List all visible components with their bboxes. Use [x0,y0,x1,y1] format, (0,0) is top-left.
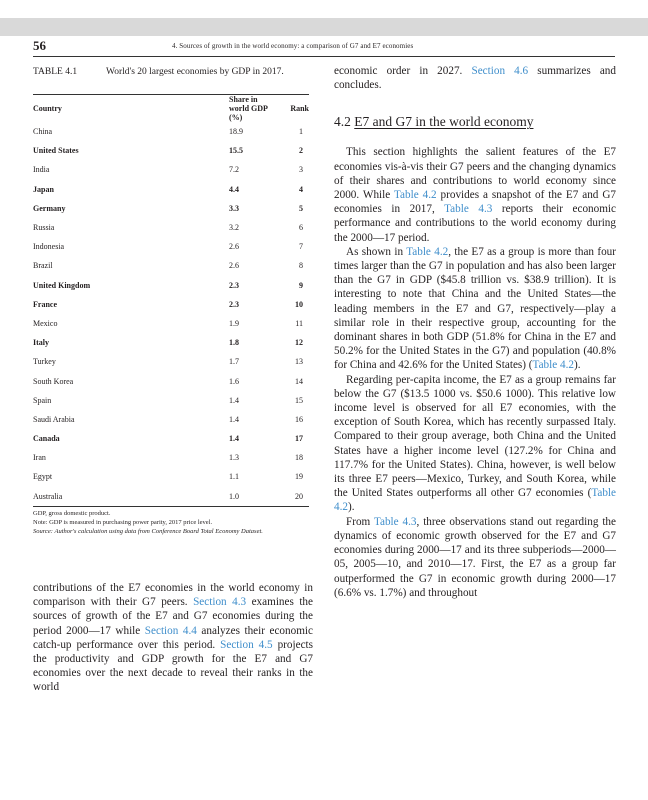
cross-reference-link[interactable]: Section 4.5 [220,638,273,651]
text-run: examines the sources of growth of the E7 and G7 economies during the period 2000—17 while [33,596,313,637]
cell-rank: 13 [295,357,303,367]
cell-rank: 18 [295,453,303,463]
cell-rank: 19 [295,472,303,482]
table-row [33,371,309,390]
table-note: Note: GDP is measured in purchasing power parity, 2017 price level. [33,519,213,526]
cross-reference-link[interactable]: Table 4.3 [444,203,493,216]
paragraph [33,581,313,695]
cell-rank: 16 [295,414,303,424]
cell-country: Turkey [33,357,56,367]
text-run: contributions of the E7 economies in the world economy in comparison with their G7 peers. [33,582,313,609]
cell-rank: 3 [299,165,303,175]
table-row [33,256,309,275]
cell-share: 3.2 [229,223,240,233]
table-bottom-rule [33,506,309,507]
table-row [33,467,309,486]
cross-reference-link[interactable]: Table 4.3 [373,515,417,528]
table-row [33,352,309,371]
cell-share: 1.4 [229,395,240,405]
cell-share: 1.8 [229,338,240,348]
section-number: 4.2 [334,114,351,130]
cell-country: United Kingdom [33,280,91,290]
text-run: Regarding per-capita income, the E7 as a group remains far below the G7 ($13.5 1000 vs. $50.6 1000). This relative low income level is observed for all E7 economies, with the exception of South Korea, which has recently surpassed Italy. Compared to their group average, both China and the United States have a higher income level (127.2% for China and 117.7% for the United States). China, however, is well below its three E7 peers—Mexico, Turkey, and South Korea, while the United States outperforms all other G7 economies ( [334,373,616,500]
section-title: E7 and G7 in the world economy [354,114,534,130]
cell-rank: 12 [295,338,303,348]
cell-country: Russia [33,223,55,233]
cross-reference-link[interactable]: Section 4.6 [471,65,529,77]
running-head: 4. Sources of growth in the world economy: a comparison of G7 and E7 economies [172,42,414,50]
top-band [0,18,648,36]
table-row [33,487,309,506]
cell-share: 1.4 [229,434,240,444]
text-run: As shown in [346,245,407,258]
gdp-table-grid [33,95,309,506]
cell-country: Japan [33,184,54,194]
text-run: economic order in 2027. [334,65,472,77]
cell-country: Italy [33,338,49,348]
cell-country: Canada [33,434,60,444]
cell-country: Mexico [33,318,58,328]
cell-rank: 9 [299,280,303,290]
text-run: This section highlights the salient features of the E7 economies vis-à-vis their G7 peers and the changing dynamics of their shares and contributions to world economy since 2000. While [334,146,616,202]
col-header-country: Country [33,104,62,113]
cell-country: Brazil [33,261,53,271]
text-run: ). [574,359,581,372]
cell-share: 1.0 [229,491,240,501]
table-row [33,429,309,448]
text-run: provides a snapshot of the E7 and G7 economies in 2017, [334,189,616,216]
cell-country: United States [33,146,79,156]
text-run: , three observations stand out regarding the dynamics of economic growth observed for the E7 and G7 economies during 2000—17 and its three subperiods—2000—05, 2005—10, and 2010—17. First, the E7 as a group far outperformed the G7 in economic growth during 2000—17 (6.6% vs. 1.7%) and throughout [334,515,616,599]
paragraph [334,515,616,600]
table-row [33,295,309,314]
cell-rank: 14 [295,376,303,386]
cell-share: 1.9 [229,318,240,328]
table-notes [33,509,323,536]
gdp-table [33,94,309,507]
table-row [33,199,309,218]
table-row [33,410,309,429]
paragraph [334,373,616,515]
text-run: From [346,515,374,528]
table-row [33,333,309,352]
cell-rank: 4 [299,184,303,194]
cell-share: 1.6 [229,376,240,386]
cell-country: Saudi Arabia [33,414,75,424]
table-row [33,448,309,467]
cell-share: 15.5 [229,146,244,156]
table-row [33,276,309,295]
cell-country: Egypt [33,472,53,482]
cell-share: 1.4 [229,414,240,424]
table-row [33,391,309,410]
cell-country: France [33,299,57,309]
cell-rank: 7 [299,242,303,252]
table-row [33,314,309,333]
table-note-source: Source: Author's calculation using data from Conference Board Total Economy Dataset. [33,528,263,535]
header-rule [33,56,615,57]
paragraph [334,245,616,373]
cell-country: Germany [33,203,66,213]
cell-share: 18.9 [229,127,244,137]
cell-rank: 11 [295,318,303,328]
table-label: TABLE 4.1 [33,67,78,77]
cell-rank: 1 [299,127,303,137]
cell-share: 2.6 [229,242,240,252]
cell-rank: 8 [299,261,303,271]
text-run: ). [347,501,355,514]
cross-reference-link[interactable]: Table 4.2 [532,359,574,372]
cell-country: Spain [33,395,52,405]
cell-country: China [33,127,53,137]
cell-share: 2.3 [229,280,240,290]
table-row [33,122,309,141]
table-row [33,160,309,179]
page-number: 56 [33,38,46,53]
cell-rank: 2 [299,146,303,156]
cell-country: South Korea [33,376,74,386]
cross-reference-link[interactable]: Table 4.2 [393,189,437,202]
table-row [33,218,309,237]
table-note: GDP, gross domestic product. [33,510,111,517]
cell-rank: 6 [299,223,303,233]
text-run: projects the productivity and GDP growth for the E7 and G7 economies over the next decade to reveal their ranks in the world [33,638,313,694]
text-run: reports their economic performance and contributions to the world economy during the 2000—17 period. [334,203,617,244]
cell-rank: 15 [295,395,303,405]
cell-share: 2.3 [229,299,240,309]
text-run: , the E7 as a group is more than four times larger than the G7 in population and has also been larger than the G7 in GDP ($45.8 trillion vs. $38.9 trillion). It is interesting to note that China and the United States—the leading members in the E7 and G7, respectively—play a similar role in their respective group, accounting for the dominant shares in both GDP (51.8% for China in the E7 and 50.2% for the United States in the G7) and population (40.8% for China and 42.6% for the United States) ( [334,245,616,372]
table-caption-text: World's 20 largest economies by GDP in 2017. [106,67,284,77]
cell-country: Indonesia [33,242,65,252]
cell-rank: 20 [295,491,303,501]
cell-share: 4.4 [229,184,240,194]
cell-share: 1.3 [229,453,240,463]
cross-reference-link[interactable]: Section 4.4 [144,624,197,637]
left-column-text [33,581,313,695]
cell-country: Iran [33,453,46,463]
col-header-share: Share in world GDP (%) [229,95,268,122]
paragraph [334,64,616,92]
cell-country: India [33,165,50,175]
table-header-row [33,95,309,122]
cell-share: 1.1 [229,472,240,482]
table-row [33,180,309,199]
section-heading [334,113,616,131]
cell-rank: 10 [295,299,303,309]
cell-rank: 17 [295,434,303,444]
cell-share: 3.3 [229,203,240,213]
text-run: analyzes their economic catch-up performance over this period. [33,624,313,651]
text-run: summarizes and concludes. [334,65,616,92]
right-column-text [334,64,616,600]
cross-reference-link[interactable]: Section 4.3 [193,596,247,609]
col-header-rank: Rank [290,104,309,113]
cell-share: 2.6 [229,261,240,271]
cross-reference-link[interactable]: Table 4.2 [406,245,449,258]
cell-share: 7.2 [229,165,240,175]
table-row [33,141,309,160]
cross-reference-link[interactable]: Table 4.2 [334,487,616,514]
cell-rank: 5 [299,203,303,213]
cell-country: Australia [33,491,63,501]
table-row [33,237,309,256]
cell-share: 1.7 [229,357,240,367]
paragraph [334,145,616,244]
